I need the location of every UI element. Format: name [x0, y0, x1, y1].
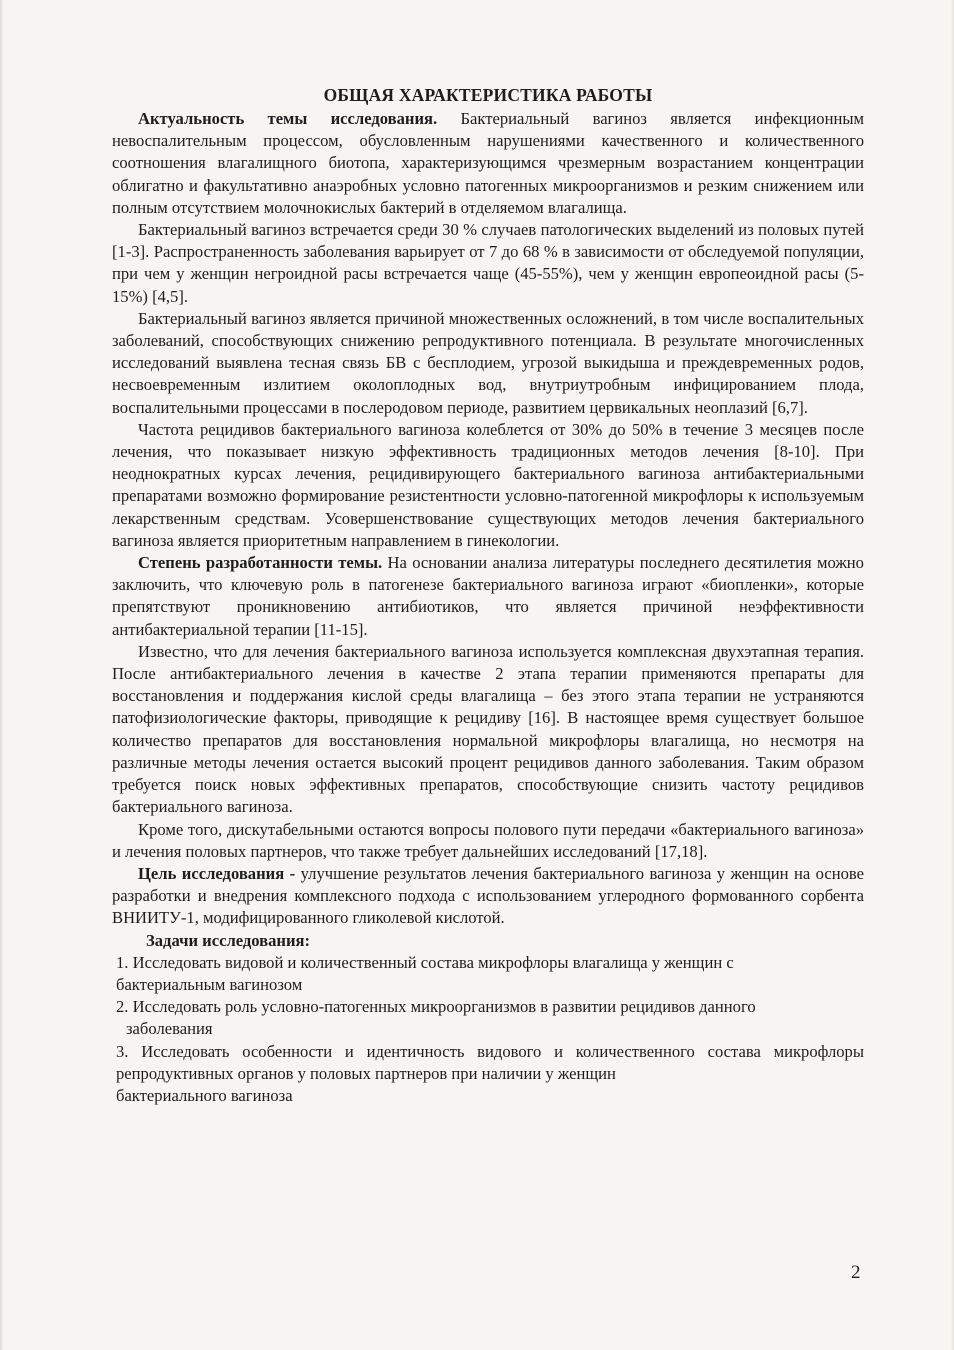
document-title: ОБЩАЯ ХАРАКТЕРИСТИКА РАБОТЫ [323, 85, 653, 105]
paragraph-relevance [112, 108, 864, 219]
task-item [112, 952, 864, 996]
paragraph-lead: Степень разработанности темы. [138, 553, 383, 573]
scan-edge-left [0, 0, 3, 1350]
paragraph-lead: Актуальность темы исследования. [138, 109, 438, 128]
paragraph-lead: Цель исследования - [138, 863, 296, 883]
paragraph-text: Бактериальный вагиноз является инфекционным невоспалительным процессом, обусловленным нарушениями качественного и количественного соотношения влагалищного биотопа, характеризующимся чрезмерным возрастанием концентрации облигатно и факультативно анаэробных условно патогенных микроорганизмов и резким снижением или полным отсутствием молочнокислых бактерий в отделяемом влагалища. [112, 109, 864, 217]
task-text: 1. Исследовать видовой и количественный состава микрофлоры влагалища у женщин с [116, 952, 734, 972]
tasks-heading: Задачи исследования: [146, 930, 311, 950]
paragraph-text: На основании анализа литературы последнего десятилетия можно заключить, что ключевую роль в патогенезе бактериального вагиноза играют «биопленки», которые препятствуют проникновению антибиотиков, что является причиной неэффективности антибактериальной терапии [11-15]. [112, 553, 864, 639]
paragraph-text: Кроме того, дискутабельными остаются вопросы полового пути передачи «бактериального вагиноза» и лечения половых партнеров, что также требует дальнейших исследований [17,18]. [112, 819, 864, 861]
task-item [112, 996, 864, 1040]
paragraph-recurrence [112, 419, 864, 552]
paragraph-text: Известно, что для лечения бактериального вагиноза используется комплексная двухэтапная терапия. После антибактериального лечения в качестве 2 этапа терапии применяются препараты для восстановления и поддержания кислой среды влагалища – без этого этапа терапии не устраняются патофизиологические факторы, приводящие к рецидиву [16]. В настоящее время существует большое количество препаратов для восстановления нормальной микрофлоры влагалища, но несмотря на различные методы лечения остается высокий процент рецидивов данного заболевания. Таким образом требуется поиск новых эффективных препаратов, способствующие снизить частоту рецидивов бактериального вагиноза. [112, 641, 864, 817]
task-text: 2. Исследовать роль условно-патогенных микроорганизмов в развитии рецидивов данного [116, 997, 756, 1017]
paragraph-transmission [112, 819, 864, 863]
task-text-continuation: заболевания [126, 1019, 213, 1039]
paragraph-goal [112, 863, 864, 930]
task-text-continuation: бактериальным вагинозом [116, 974, 303, 994]
paragraph-text: Частота рецидивов бактериального вагиноза колеблется от 30% до 50% в течение 3 месяцев после лечения, что показывает низкую эффективность традиционных методов лечения [8-10]. При неоднократных курсах лечения, рецидивирующего бактериального вагиноза антибактериальными препаратами возможно формирование резистентности условно-патогенной микрофлоры к используемым лекарственным средствам. Усовершенствование существующих методов лечения бактериального вагиноза является приоритетным направлением в гинекологии. [112, 419, 864, 550]
task-text-continuation: бактериального вагиноза [116, 1085, 293, 1105]
document-page [112, 84, 864, 1107]
paragraph-text: улучшение результатов лечения бактериального вагиноза у женщин на основе разработки и внедрения комплексного подхода с использованием углеродного формованного сорбента ВНИИТУ-1, модифицированного гликолевой кислотой. [112, 863, 865, 928]
page-number: 2 [851, 1262, 861, 1283]
paragraph-therapy [112, 641, 864, 819]
paragraph-text: Бактериальный вагиноз является причиной множественных осложнений, в том числе воспалительных заболеваний, способствующих снижению репродуктивного потенциала. В результате многочисленных исследований выявлена тесная связь БВ с бесплодием, угрозой выкидыша и преждевременных родов, несвоевременным излитием околоплодных вод, внутриутробным инфицированием плода, воспалительными процессами в послеродовом периоде, развитием цервикальных неоплазий [6,7]. [112, 308, 864, 417]
paragraph-prevalence [112, 219, 864, 308]
paragraph-complications [112, 308, 864, 419]
task-item [112, 1041, 864, 1108]
paragraph-development-degree [112, 552, 864, 641]
paragraph-text: Бактериальный вагиноз встречается среди 30 % случаев патологических выделений из половых путей [1-3]. Распространенность заболевания варьирует от 7 до 68 % в зависимости от обследуемой популяции, при чем у женщин негроидной расы встречается чаще (45-55%), чем у женщин европеоидной расы (5-15%) [4,5]. [112, 220, 864, 306]
task-text: 3. Исследовать особенности и идентичность видового и количественного состава микрофлоры репродуктивных органов у половых партнеров при наличии у женщин [116, 1041, 864, 1083]
